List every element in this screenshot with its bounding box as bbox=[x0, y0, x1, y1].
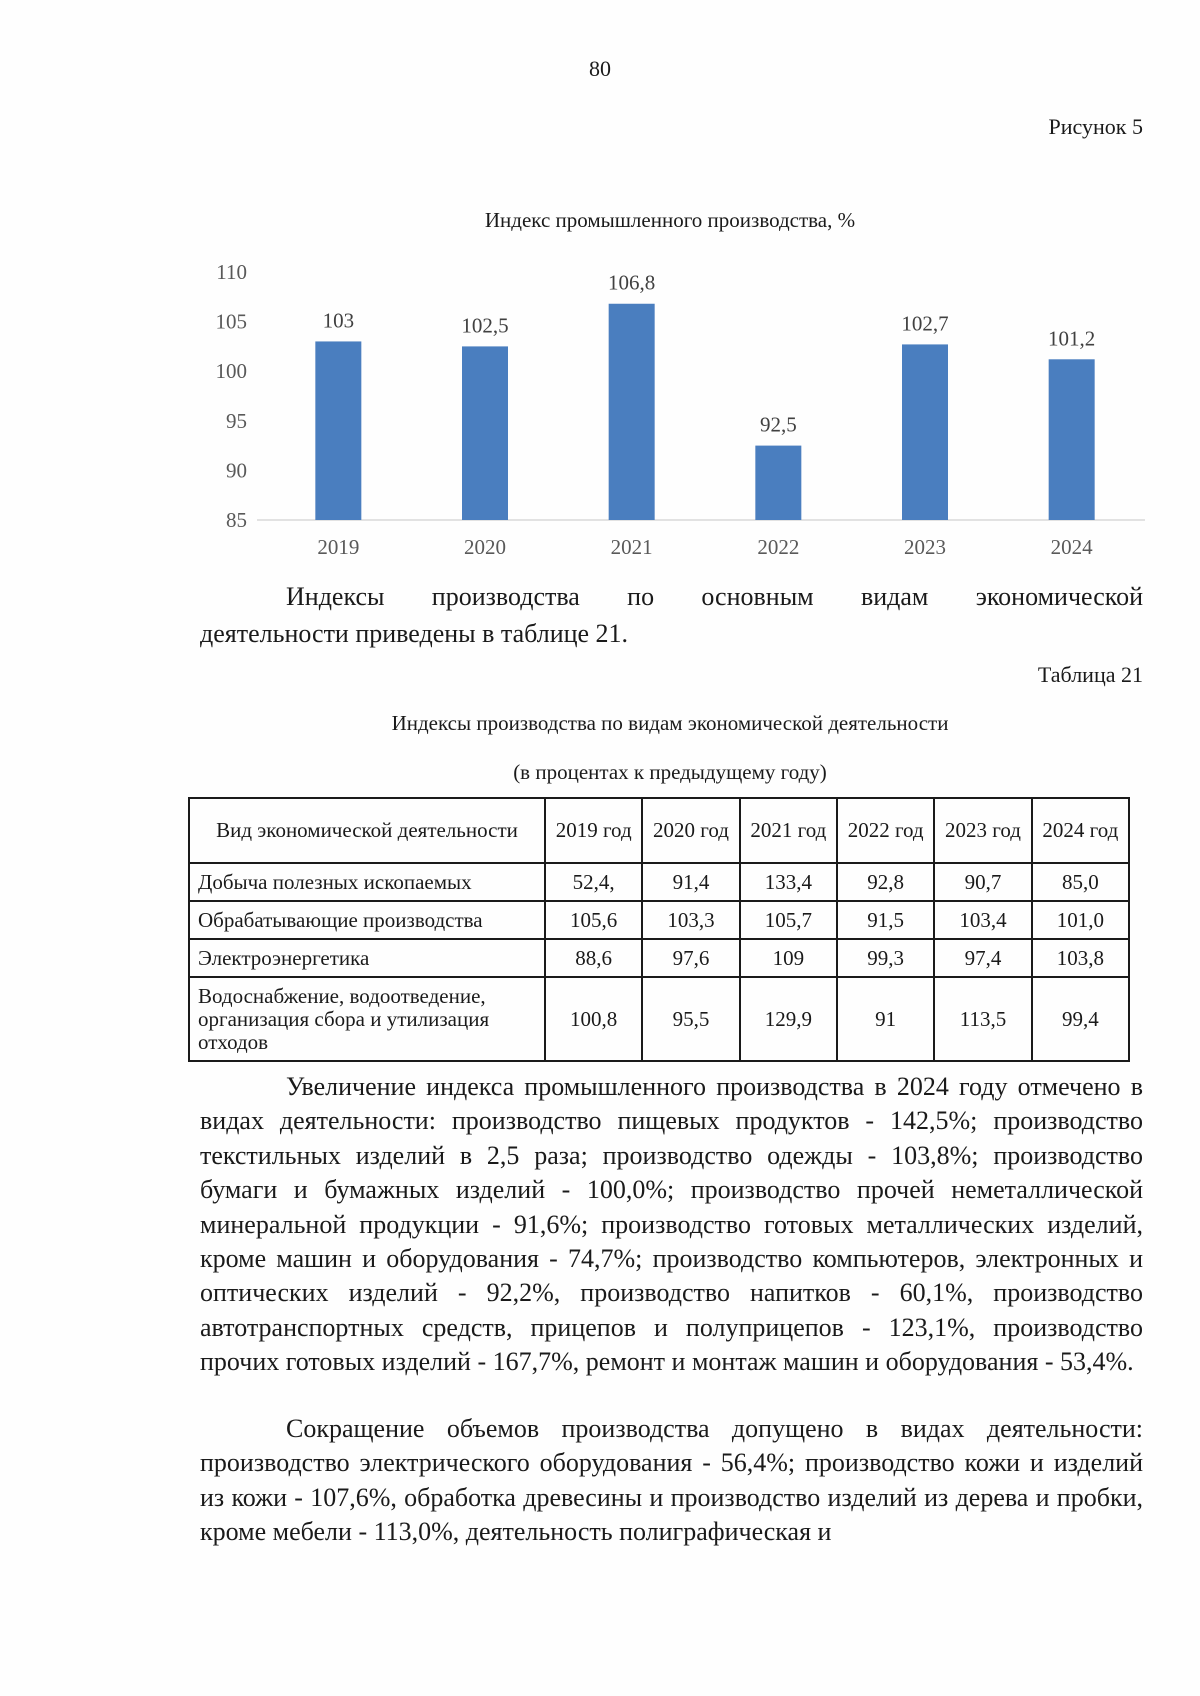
data-label: 106,8 bbox=[608, 270, 656, 295]
bar bbox=[609, 304, 655, 520]
cell-value: 109 bbox=[740, 939, 837, 977]
row-name: Водоснабжение, водоотведение, организация сбора и утилизация отходов bbox=[189, 977, 545, 1061]
x-tick-label: 2024 bbox=[1050, 535, 1093, 559]
row-name: Электроэнергетика bbox=[189, 939, 545, 977]
data-label: 102,5 bbox=[461, 313, 509, 338]
table-header-row bbox=[189, 798, 1129, 863]
table-row bbox=[189, 901, 1129, 939]
cell-value: 105,6 bbox=[545, 901, 642, 939]
data-label: 101,2 bbox=[1048, 326, 1096, 351]
cell-value: 113,5 bbox=[934, 977, 1031, 1061]
paragraph-2: Увеличение индекса промышленного производства в 2024 году отмечено в видах деятельности: производство пищевых продуктов - 142,5%; производство текстильных изделий в 2,5 раза; производство одежды - 103,8%; производство бумаги и бумажных изделий - 100,0%; производство прочей неметаллической минеральной продукции - 91,6%; производство готовых металлических изделий, кроме машин и оборудования - 74,7%; производство компьютеров, электронных и оптических изделий - 92,2%, производство напитков - 60,1%, производство автотранспортных средств, прицепов и полуприцепов - 123,1%, производство прочих готовых изделий - 167,7%, ремонт и монтаж машин и оборудования - 53,4%. bbox=[200, 1072, 1143, 1377]
cell-value: 101,0 bbox=[1032, 901, 1129, 939]
bar bbox=[755, 446, 801, 520]
table-label: Таблица 21 bbox=[1037, 662, 1143, 687]
cell-value: 99,3 bbox=[837, 939, 934, 977]
row-name: Добыча полезных ископаемых bbox=[189, 863, 545, 901]
cell-value: 52,4, bbox=[545, 863, 642, 901]
cell-value: 103,4 bbox=[934, 901, 1031, 939]
cell-value: 105,7 bbox=[740, 901, 837, 939]
cell-value: 103,3 bbox=[642, 901, 739, 939]
figure-label: Рисунок 5 bbox=[1048, 114, 1143, 139]
table-row bbox=[189, 939, 1129, 977]
bar bbox=[315, 341, 361, 520]
bar-chart bbox=[190, 250, 1150, 570]
chart-title: Индекс промышленного производства, % bbox=[484, 208, 856, 232]
x-tick-label: 2021 bbox=[610, 535, 653, 559]
header-activity: Вид экономической деятельности bbox=[189, 798, 545, 863]
header-year: 2024 год bbox=[1032, 798, 1129, 863]
data-label: 92,5 bbox=[759, 412, 797, 437]
production-index-table bbox=[188, 797, 1130, 1062]
header-year: 2020 год bbox=[642, 798, 739, 863]
cell-value: 88,6 bbox=[545, 939, 642, 977]
table-row bbox=[189, 977, 1129, 1061]
cell-value: 91,4 bbox=[642, 863, 739, 901]
cell-value: 85,0 bbox=[1032, 863, 1129, 901]
cell-value: 100,8 bbox=[545, 977, 642, 1061]
paragraph-3: Сокращение объемов производства допущено в видах деятельности: производство электрического оборудования - 56,4%; производство кожи и изделий из кожи - 107,6%, обработка древесины и производство изделий из дерева и пробки, кроме мебели - 113,0%, деятельность полиграфическая и bbox=[200, 1414, 1143, 1547]
x-tick-label: 2023 bbox=[904, 535, 946, 559]
y-tick-label: 105 bbox=[215, 309, 247, 334]
cell-value: 90,7 bbox=[934, 863, 1031, 901]
x-tick-label: 2019 bbox=[317, 535, 360, 559]
bar bbox=[462, 346, 508, 520]
table-subtitle: (в процентах к предыдущему году) bbox=[513, 760, 827, 784]
cell-value: 133,4 bbox=[740, 863, 837, 901]
row-name: Обрабатывающие производства bbox=[189, 901, 545, 939]
bar bbox=[1049, 359, 1095, 520]
data-label: 103 bbox=[322, 308, 355, 333]
cell-value: 92,8 bbox=[837, 863, 934, 901]
y-tick-label: 100 bbox=[215, 359, 247, 384]
x-tick-label: 2022 bbox=[757, 535, 800, 559]
page-number: 80 bbox=[589, 56, 611, 81]
cell-value: 129,9 bbox=[740, 977, 837, 1061]
data-label: 102,7 bbox=[901, 311, 949, 336]
cell-value: 97,4 bbox=[934, 939, 1031, 977]
cell-value: 95,5 bbox=[642, 977, 739, 1061]
cell-value: 103,8 bbox=[1032, 939, 1129, 977]
y-tick-label: 95 bbox=[226, 408, 247, 433]
header-year: 2023 год bbox=[934, 798, 1031, 863]
table-row bbox=[189, 863, 1129, 901]
y-tick-label: 110 bbox=[216, 260, 247, 284]
cell-value: 91 bbox=[837, 977, 934, 1061]
y-tick-label: 85 bbox=[226, 508, 247, 532]
header-year: 2021 год bbox=[740, 798, 837, 863]
bar bbox=[902, 344, 948, 520]
y-tick-label: 90 bbox=[226, 458, 247, 483]
header-year: 2022 год bbox=[837, 798, 934, 863]
cell-value: 97,6 bbox=[642, 939, 739, 977]
cell-value: 99,4 bbox=[1032, 977, 1129, 1061]
header-year: 2019 год bbox=[545, 798, 642, 863]
table-title: Индексы производства по видам экономической деятельности bbox=[391, 711, 949, 735]
cell-value: 91,5 bbox=[837, 901, 934, 939]
paragraph-1-end: деятельности приведены в таблице 21. bbox=[200, 619, 629, 648]
x-tick-label: 2020 bbox=[464, 535, 506, 559]
paragraph-1: Индексы производства по основным видам экономической bbox=[286, 582, 1143, 611]
